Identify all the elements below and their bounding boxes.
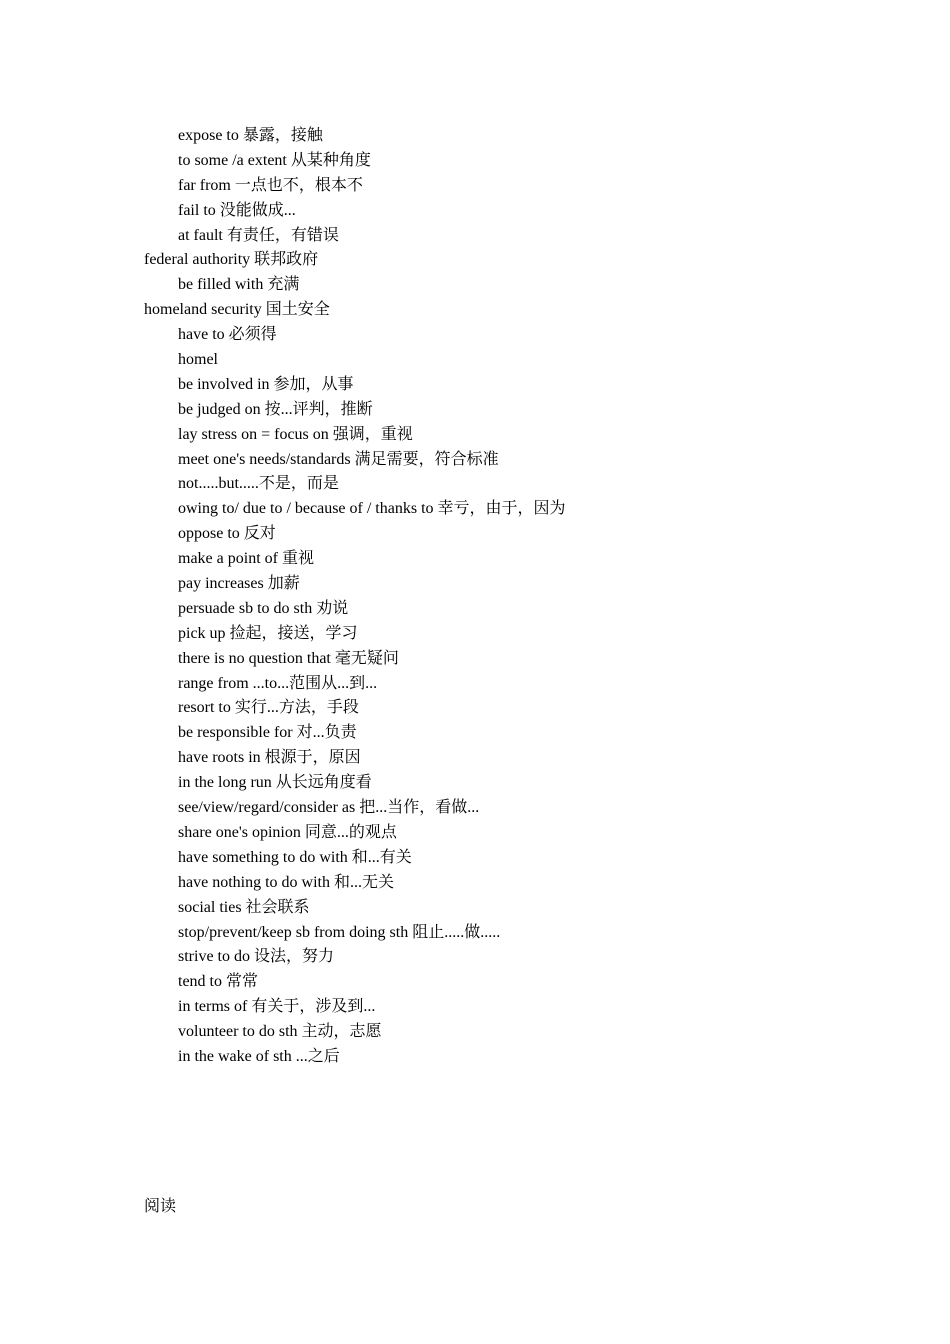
phrase-entry: have roots in 根源于，原因 [178,749,361,767]
phrase-entry: far from 一点也不，根本不 [178,176,363,194]
phrase-entry: be responsible for 对...负责 [178,724,357,742]
phrase-entry: there is no question that 毫无疑问 [178,649,399,667]
phrase-entry: meet one's needs/standards 满足需要，符合标准 [178,450,499,468]
phrase-entry: be involved in 参加，从事 [178,375,354,393]
phrase-entry: see/view/regard/consider as 把...当作，看做... [178,799,480,817]
phrase-entry: stop/prevent/keep sb from doing sth 阻止.....做..... [178,923,501,941]
section-heading-reading: 阅读 [144,1198,177,1215]
phrase-entry: expose to 暴露，接触 [178,127,323,144]
phrase-entry: have to 必须得 [178,326,277,344]
phrase-entry: in the long run 从长远角度看 [178,774,372,792]
phrase-entry: to some /a extent 从某种角度 [178,151,371,169]
phrase-entry: oppose to 反对 [178,525,276,543]
phrase-entry: fail to 没能做成... [178,201,296,219]
phrase-entry: tend to 常常 [178,973,258,991]
phrase-entry: in terms of 有关于，涉及到... [178,998,376,1016]
phrase-entry: be filled with 充满 [178,276,300,294]
phrase-entry: federal authority 联邦政府 [144,251,319,269]
phrase-entry: at fault 有责任，有错误 [178,226,339,244]
phrase-entry: have nothing to do with 和...无关 [178,873,394,891]
phrase-entry: persuade sb to do sth 劝说 [178,599,349,617]
phrase-list [144,124,566,1070]
phrase-entry: resort to 实行...方法，手段 [178,699,359,717]
phrase-entry: homel [178,351,218,369]
phrase-entry: have something to do with 和...有关 [178,848,412,866]
phrase-entry: lay stress on = focus on 强调，重视 [178,425,413,443]
phrase-entry: in the wake of sth ...之后 [178,1047,340,1065]
phrase-entry: share one's opinion 同意...的观点 [178,823,397,841]
phrase-entry: strive to do 设法，努力 [178,948,334,966]
phrase-entry: be judged on 按...评判，推断 [178,400,373,418]
phrase-entry: social ties 社会联系 [178,898,310,916]
phrase-entry: pick up 捡起，接送，学习 [178,624,358,642]
phrase-entry: volunteer to do sth 主动，志愿 [178,1023,382,1041]
phrase-entry: pay increases 加薪 [178,575,300,593]
phrase-entry: homeland security 国土安全 [144,301,330,319]
phrase-entry: not.....but.....不是，而是 [178,475,339,493]
phrase-entry: make a point of 重视 [178,550,314,568]
phrase-entry: range from ...to...范围从...到... [178,674,378,692]
phrase-entry: owing to/ due to / because of / thanks to 幸亏，由于，因为 [178,500,566,518]
